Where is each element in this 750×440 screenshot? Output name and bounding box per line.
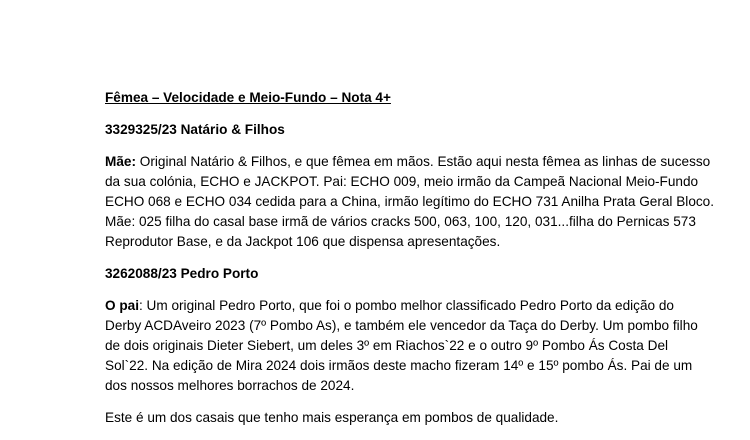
female-paragraph-line-3: ECHO 068 e ECHO 034 cedida para a China, irmão legítimo do ECHO 731 Anilha Prata Geral Bloco.: [105, 194, 715, 209]
female-paragraph-line-4: Mãe: 025 filha do casal base irmã de vários cracks 500, 063, 100, 120, 031...filha do Pernicas 573: [105, 214, 696, 229]
male-paragraph-line-5: dos nossos melhores borrachos de 2024.: [105, 378, 355, 393]
closing-sentence: Este é um dos casais que tenho mais esperança em pombos de qualidade.: [105, 410, 559, 425]
female-paragraph-line-2: da sua colónia, ECHO e JACKPOT. Pai: ECHO 009, meio irmão da Campeã Nacional Meio-Fundo: [105, 174, 699, 189]
male-label: O pai: [105, 298, 139, 313]
female-paragraph-line-5: Reprodutor Base, e da Jackpot 106 que dispensa apresentações.: [105, 234, 501, 249]
male-paragraph-line-2: Derby ACDAveiro 2023 (7º Pombo As), e também ele vencedor da Taça do Derby. Um pombo filho: [105, 318, 698, 333]
female-paragraph-line-1: Mãe: Original Natário & Filhos, e que fêmea em mãos. Estão aqui nesta fêmea as linhas de sucesso: [105, 154, 711, 169]
male-paragraph-line-1: O pai: Um original Pedro Porto, que foi o pombo melhor classificado Pedro Porto da edição do: [105, 298, 674, 313]
male-paragraph-line-3: de dois originais Dieter Siebert, um deles 3º em Riachos`22 e o outro 9º Pombo Ás Costa Del: [105, 338, 669, 353]
male-ring-title: 3262088/23 Pedro Porto: [105, 266, 259, 281]
male-paragraph-line-4: Sol`22. Na edição de Mira 2024 dois irmãos deste macho fizeram 14º e 15º pombo Ás. Pai de um: [105, 358, 693, 373]
document-page: [105, 0, 715, 440]
female-label: Mãe:: [105, 154, 136, 169]
female-ring-title: 3329325/23 Natário & Filhos: [105, 122, 285, 137]
section-heading: Fêmea – Velocidade e Meio-Fundo – Nota 4+: [105, 90, 391, 105]
